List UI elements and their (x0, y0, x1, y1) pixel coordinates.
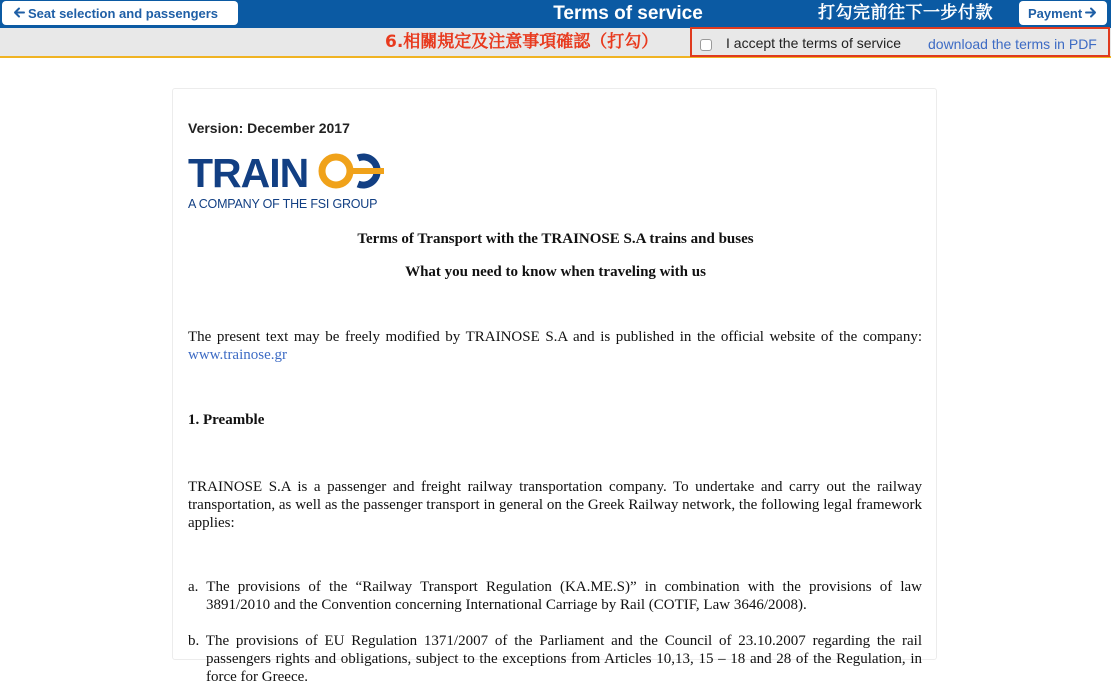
trainose-logo-mark (188, 149, 388, 197)
document-subheading: What you need to know when traveling with us (405, 264, 706, 280)
payment-button[interactable] (1019, 1, 1107, 25)
trainose-website-link[interactable]: www.trainose.gr (188, 347, 288, 363)
accept-terms-label[interactable]: I accept the terms of service (726, 35, 902, 51)
section-preamble-title: 1. Preamble (188, 412, 265, 428)
arrow-left-icon (14, 6, 25, 21)
download-pdf-link[interactable]: download the terms in PDF (928, 36, 1097, 52)
annotation-next-step: 打勾完前往下一步付款 (818, 3, 993, 23)
payment-button-label: Payment (1028, 5, 1083, 21)
page-title: Terms of service (553, 3, 703, 24)
accept-terms-checkbox[interactable] (700, 39, 712, 51)
terms-action-bar (0, 28, 1111, 58)
intro-paragraph (188, 328, 922, 364)
terms-document-panel[interactable] (172, 88, 937, 685)
accept-terms-highlight-box (690, 27, 1110, 57)
back-button-label: Seat selection and passengers (28, 5, 219, 21)
document-version: Version: December 2017 (188, 120, 350, 136)
legal-item-b: b. The provisions of EU Regulation 1371/2007 of the Parliament and the Council of 23.10.2007 regarding the rail passengers rights and obligations, subject to the exceptions from Articles 10,13, 15 – 18 and 28 of the Regulation, in force for Greece. (188, 633, 922, 685)
back-to-seat-selection-button[interactable] (2, 1, 238, 25)
annotation-confirm-terms: 6.相關規定及注意事項確認（打勾） (385, 32, 659, 52)
trainose-logo (188, 149, 388, 215)
preamble-paragraph: TRAINOSE S.A is a passenger and freight railway transportation company. To undertake and carry out the railway transportation, as well as the passenger transport in general on the Greek Railway network, the following legal framework applies: (188, 479, 922, 531)
logo-tagline: A COMPANY OF THE FSI GROUP (188, 197, 378, 211)
legal-item-a: a. The provisions of the “Railway Transport Regulation (KA.ME.S)” in combination with the provisions of law 3891/2010 and the Convention concerning International Carriage by Rail (COTIF, Law 3646/2008). (188, 579, 922, 613)
document-heading: Terms of Transport with the TRAINOSE S.A trains and buses (357, 231, 754, 247)
top-navigation-bar (0, 0, 1111, 28)
arrow-right-icon (1085, 6, 1096, 21)
intro-text: The present text may be freely modified by TRAINOSE S.A and is published in the official website of the company: (188, 329, 922, 345)
svg-text:TRAIN: TRAIN (188, 150, 309, 196)
